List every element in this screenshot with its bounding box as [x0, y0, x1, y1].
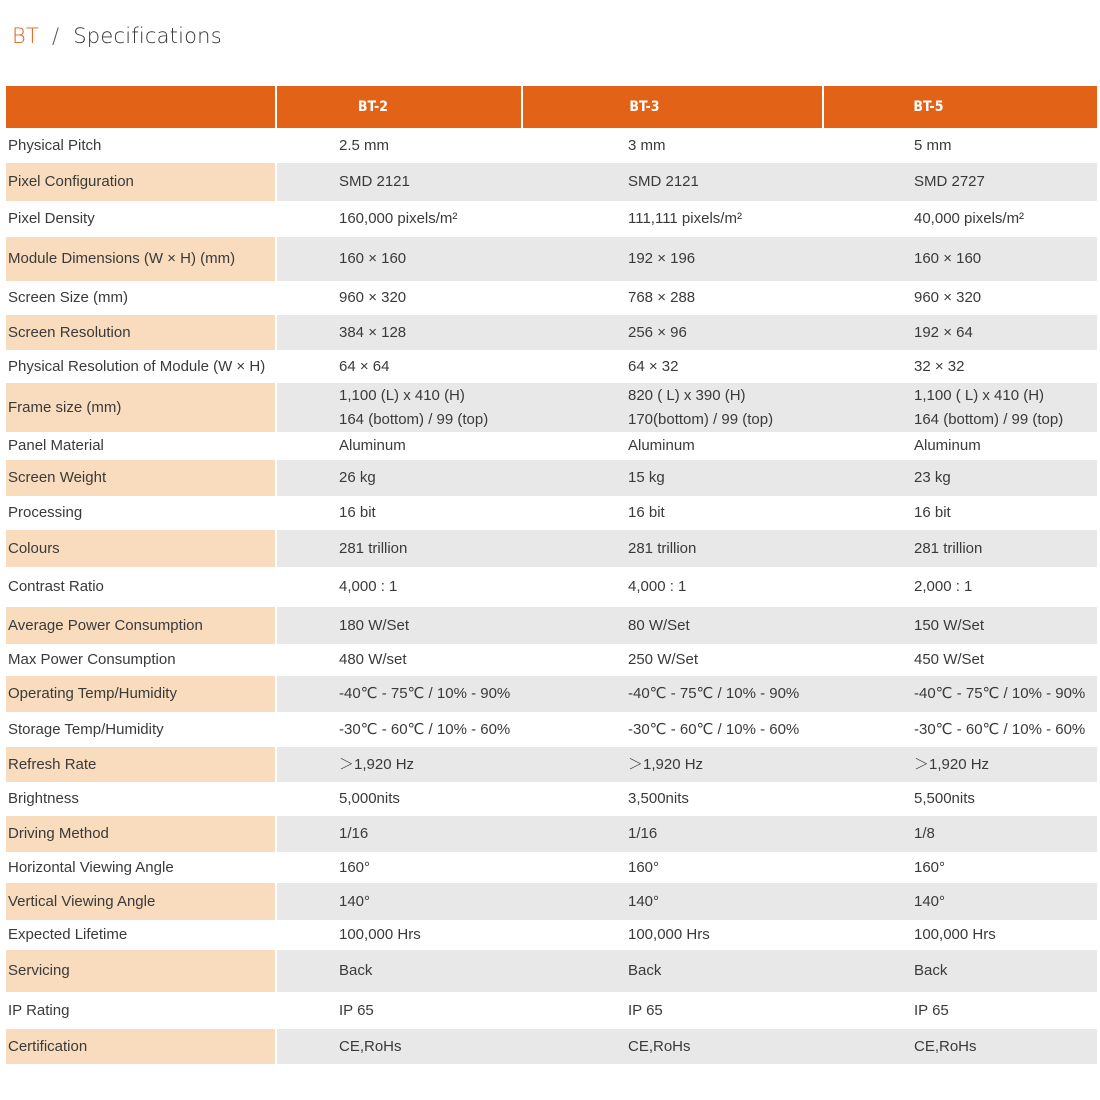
- spec-value: 26 kg: [277, 460, 523, 496]
- spec-value-line: 164 (bottom) / 99 (top): [914, 410, 1064, 428]
- spec-value: -40℃ - 75℃ / 10% - 90%: [523, 676, 824, 712]
- table-row: [6, 950, 1097, 992]
- table-row: [6, 1029, 1097, 1064]
- spec-value: 281 trillion: [277, 530, 523, 567]
- table-row: [6, 201, 1097, 237]
- spec-value: 140°: [523, 883, 824, 920]
- spec-value: [523, 383, 824, 432]
- spec-label: Storage Temp/Humidity: [6, 712, 277, 747]
- spec-label: Physical Pitch: [6, 128, 277, 163]
- spec-value: 960 × 320: [339, 289, 407, 306]
- spec-label: Expected Lifetime: [6, 920, 277, 950]
- spec-value-line: 170(bottom) / 99 (top): [628, 410, 774, 428]
- spec-value: 64 × 32: [628, 357, 679, 375]
- spec-value: [277, 383, 523, 432]
- spec-value: 5,500nits: [914, 790, 975, 807]
- spec-value: 2.5 mm: [339, 136, 390, 154]
- spec-value: Aluminum: [339, 437, 406, 454]
- spec-value: 480 W/set: [339, 651, 407, 668]
- table-row: [6, 163, 1097, 201]
- spec-value: 160°: [339, 858, 371, 876]
- spec-value: 140°: [824, 883, 1097, 920]
- table-row: [6, 567, 1097, 607]
- spec-label: Panel Material: [6, 432, 277, 460]
- table-row: [6, 350, 1097, 383]
- spec-value: -30℃ - 60℃ / 10% - 60%: [914, 720, 1086, 738]
- spec-value: 180 W/Set: [277, 607, 523, 644]
- spec-value: IP 65: [914, 1001, 949, 1019]
- table-row: [6, 281, 1097, 315]
- spec-value: 150 W/Set: [824, 607, 1097, 644]
- spec-value: 160,000 pixels/m²: [339, 210, 458, 227]
- spec-label: Pixel Density: [6, 201, 277, 237]
- spec-value: 140°: [277, 883, 523, 920]
- spec-value: 100,000 Hrs: [628, 926, 710, 943]
- spec-value: SMD 2121: [523, 163, 824, 201]
- spec-value: ＞1,920 Hz: [824, 747, 1097, 782]
- spec-value: 40,000 pixels/m²: [914, 210, 1025, 227]
- spec-label: Frame size (mm): [6, 383, 277, 432]
- table-header-row: [6, 86, 1097, 128]
- table-row: [6, 432, 1097, 460]
- spec-value: 281 trillion: [824, 530, 1097, 567]
- spec-value: Aluminum: [914, 437, 981, 454]
- table-row: [6, 852, 1097, 883]
- spec-value: 1/8: [824, 816, 1097, 852]
- spec-label: Max Power Consumption: [6, 644, 277, 676]
- spec-value: Back: [277, 950, 523, 992]
- spec-value: -40℃ - 75℃ / 10% - 90%: [277, 676, 523, 712]
- spec-value: 192 × 196: [523, 237, 824, 281]
- spec-value: 100,000 Hrs: [339, 926, 421, 943]
- spec-label: Module Dimensions (W × H) (mm): [6, 237, 277, 281]
- spec-label: Screen Size (mm): [6, 281, 277, 315]
- spec-value: 111,111 pixels/m²: [628, 210, 742, 227]
- spec-value: Aluminum: [628, 437, 695, 454]
- table-row: [6, 712, 1097, 747]
- spec-value: SMD 2727: [824, 163, 1097, 201]
- spec-label: Brightness: [6, 782, 277, 816]
- table-row: [6, 782, 1097, 816]
- spec-value: 15 kg: [523, 460, 824, 496]
- table-row: [6, 607, 1097, 644]
- spec-label: Certification: [6, 1029, 277, 1064]
- header-cell-bt-2: [277, 86, 523, 128]
- table-row: [6, 496, 1097, 530]
- header-label-bt-5: BT-5: [913, 99, 944, 115]
- header-cell-blank: [6, 86, 277, 128]
- spec-value: Back: [824, 950, 1097, 992]
- spec-value: -40℃ - 75℃ / 10% - 90%: [824, 676, 1097, 712]
- table-row: [6, 530, 1097, 567]
- spec-value-line: 820 ( L) x 390 (H): [628, 386, 746, 404]
- spec-value: 384 × 128: [277, 315, 523, 350]
- spec-value: 2,000 : 1: [914, 578, 973, 595]
- table-body: [6, 128, 1097, 1064]
- spec-value: 16 bit: [628, 504, 665, 521]
- table-row: [6, 676, 1097, 712]
- spec-value: ＞1,920 Hz: [523, 747, 824, 782]
- spec-value: CE,RoHs: [277, 1029, 523, 1064]
- spec-value-line: 1,100 (L) x 410 (H): [339, 386, 465, 404]
- spec-value: 5,000nits: [339, 790, 400, 807]
- table-row: [6, 920, 1097, 950]
- spec-label: Pixel Configuration: [6, 163, 277, 201]
- spec-label: Screen Resolution: [6, 315, 277, 350]
- spec-value: [824, 383, 1097, 432]
- spec-label: Contrast Ratio: [6, 567, 277, 607]
- spec-value: 4,000 : 1: [339, 578, 398, 595]
- spec-value: 32 × 32: [914, 357, 965, 375]
- spec-value: 281 trillion: [523, 530, 824, 567]
- spec-value: CE,RoHs: [523, 1029, 824, 1064]
- spec-value: 1/16: [277, 816, 523, 852]
- breadcrumb: [12, 24, 222, 48]
- header-cell-bt-5: [824, 86, 1097, 128]
- specifications-table: [6, 86, 1097, 1064]
- spec-label: Average Power Consumption: [6, 607, 277, 644]
- table-row: [6, 883, 1097, 920]
- breadcrumb-separator: /: [51, 24, 60, 48]
- spec-label: Processing: [6, 496, 277, 530]
- spec-value: 160 × 160: [824, 237, 1097, 281]
- table-row: [6, 315, 1097, 350]
- spec-value: Back: [523, 950, 824, 992]
- spec-value: 160°: [628, 858, 660, 876]
- spec-value: 192 × 64: [824, 315, 1097, 350]
- spec-value: 1/16: [523, 816, 824, 852]
- spec-value: ＞1,920 Hz: [277, 747, 523, 782]
- spec-value: 256 × 96: [523, 315, 824, 350]
- spec-value: IP 65: [628, 1001, 663, 1019]
- spec-value: 16 bit: [914, 504, 951, 521]
- spec-value: 64 × 64: [339, 357, 390, 375]
- header-cell-bt-3: [523, 86, 824, 128]
- header-label-bt-2: BT-2: [357, 99, 389, 115]
- table-row: [6, 460, 1097, 496]
- spec-value: IP 65: [339, 1001, 374, 1019]
- spec-value: 100,000 Hrs: [914, 926, 996, 943]
- header-label-bt-3: BT-3: [629, 99, 660, 115]
- spec-value: CE,RoHs: [824, 1029, 1097, 1064]
- spec-label: Refresh Rate: [6, 747, 277, 782]
- table-row: [6, 383, 1097, 432]
- page-title: Specifications: [73, 24, 222, 48]
- spec-value: 4,000 : 1: [628, 578, 687, 595]
- spec-value-line: 1,100 ( L) x 410 (H): [914, 386, 1045, 404]
- spec-value: 450 W/Set: [914, 651, 985, 668]
- spec-value: 960 × 320: [914, 289, 982, 306]
- spec-value: 80 W/Set: [523, 607, 824, 644]
- table-row: [6, 644, 1097, 676]
- breadcrumb-link-bt[interactable]: BT: [12, 24, 39, 48]
- spec-label: Physical Resolution of Module (W × H): [6, 350, 277, 383]
- spec-label: Screen Weight: [6, 460, 277, 496]
- table-row: [6, 237, 1097, 281]
- spec-label: Vertical Viewing Angle: [6, 883, 277, 920]
- spec-value: 5 mm: [914, 136, 952, 154]
- spec-value-line: 164 (bottom) / 99 (top): [339, 410, 489, 428]
- spec-value: SMD 2121: [277, 163, 523, 201]
- spec-label: IP Rating: [6, 992, 277, 1029]
- spec-value: 3 mm: [628, 136, 666, 154]
- spec-label: Operating Temp/Humidity: [6, 676, 277, 712]
- table-row: [6, 747, 1097, 782]
- table-row: [6, 992, 1097, 1029]
- spec-value: 768 × 288: [628, 289, 696, 306]
- spec-value: 160°: [914, 858, 946, 876]
- table-row: [6, 816, 1097, 852]
- spec-value: -30℃ - 60℃ / 10% - 60%: [339, 720, 511, 738]
- spec-label: Driving Method: [6, 816, 277, 852]
- table-row: [6, 128, 1097, 163]
- spec-value: 250 W/Set: [628, 651, 699, 668]
- spec-label: Servicing: [6, 950, 277, 992]
- spec-value: 23 kg: [824, 460, 1097, 496]
- spec-value: 160 × 160: [277, 237, 523, 281]
- spec-value: 16 bit: [339, 504, 376, 521]
- spec-value: 3,500nits: [628, 790, 689, 807]
- spec-value: -30℃ - 60℃ / 10% - 60%: [628, 720, 800, 738]
- spec-label: Colours: [6, 530, 277, 567]
- spec-label: Horizontal Viewing Angle: [6, 852, 277, 883]
